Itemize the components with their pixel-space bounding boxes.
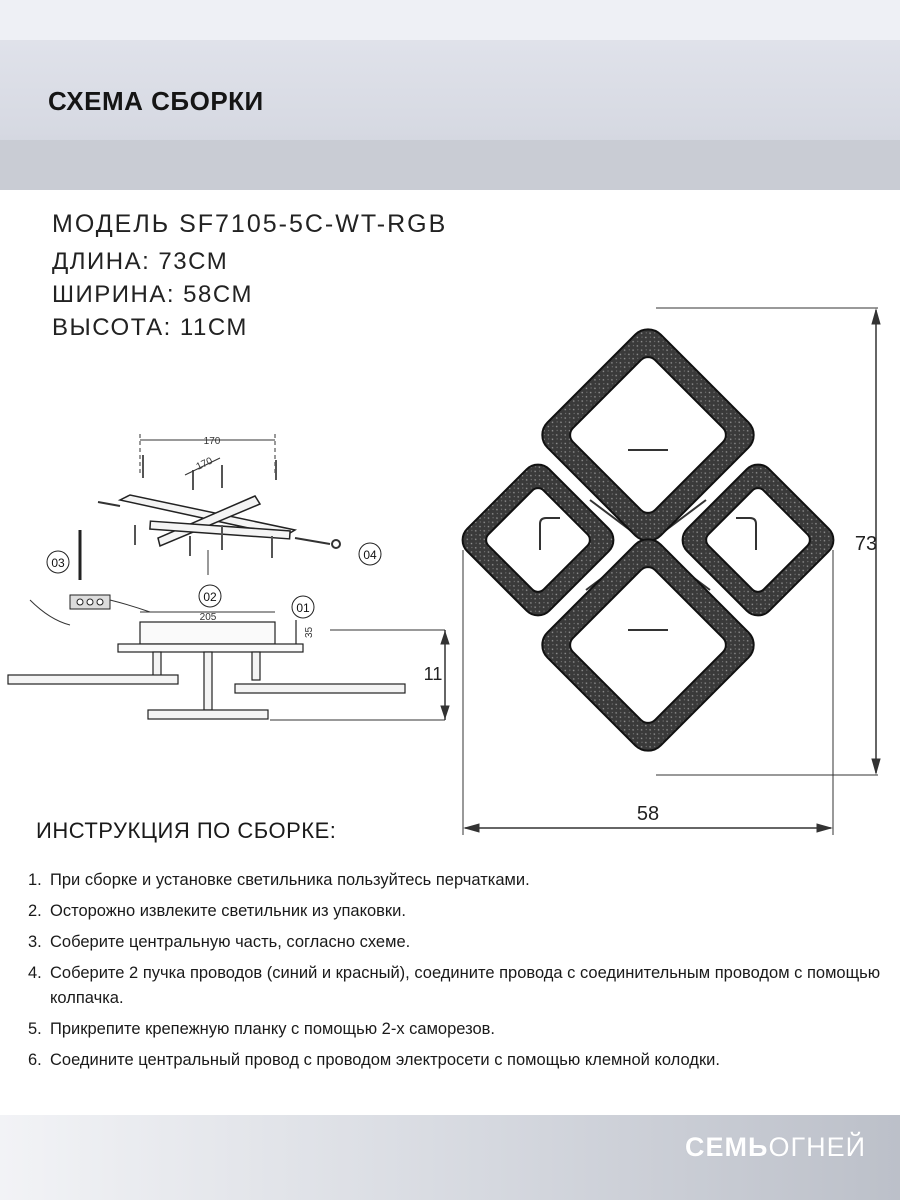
step-text: Соедините центральный провод с проводом электросети с помощью клемной колодки. xyxy=(50,1051,720,1069)
instructions-list xyxy=(28,868,888,1079)
step-number: 5. xyxy=(28,1020,42,1038)
dim-11-label: 11 xyxy=(423,664,443,684)
list-item xyxy=(28,899,888,924)
dim-170-top-label: 170 xyxy=(203,436,221,447)
step-text: Соберите центральную часть, согласно схеме. xyxy=(50,933,411,951)
callout-03 xyxy=(47,551,69,573)
mounting-exploded-view xyxy=(8,434,449,720)
list-item xyxy=(28,961,888,1011)
dim-73-label: 73 xyxy=(854,533,878,555)
brand-logo xyxy=(685,1132,866,1163)
step-number: 1. xyxy=(28,871,42,889)
step-text: Соберите 2 пучка проводов (синий и красный), соедините провода с соединительным проводом с помощью колпачка. xyxy=(50,964,881,1007)
step-number: 3. xyxy=(28,933,42,951)
assembly-drawing xyxy=(0,300,900,840)
brand-light-part: ОГНЕЙ xyxy=(768,1132,866,1162)
mains-wire xyxy=(30,600,70,625)
step-number: 4. xyxy=(28,964,42,982)
step-text: Прикрепите крепежную планку с помощью 2-х саморезов. xyxy=(50,1020,496,1038)
callout-01-label: 01 xyxy=(296,601,310,615)
spec-height: ВЫСОТА: 11СМ xyxy=(52,314,248,341)
callout-04-label: 04 xyxy=(363,548,377,562)
dim-58-label: 58 xyxy=(636,803,660,825)
list-item xyxy=(28,1017,888,1042)
cross-mounting-plate xyxy=(120,495,295,546)
spec-model: МОДЕЛЬ SF7105-5C-WT-RGB xyxy=(52,210,448,238)
step-number: 6. xyxy=(28,1051,42,1069)
step-number: 2. xyxy=(28,902,42,920)
callout-03-label: 03 xyxy=(51,556,65,570)
brand-bold-part: СЕМЬ xyxy=(685,1132,769,1162)
instructions-title: ИНСТРУКЦИЯ ПО СБОРКЕ: xyxy=(36,818,337,843)
step-text: При сборке и установке светильника пользуйтесь перчатками. xyxy=(50,871,530,889)
lamp-wire xyxy=(110,600,150,612)
page-title: СХЕМА СБОРКИ xyxy=(48,86,264,116)
lamp-arms xyxy=(8,652,405,719)
callout-04 xyxy=(359,543,381,565)
callout-01 xyxy=(292,596,314,618)
dim-205-label: 205 xyxy=(199,612,217,623)
step-text: Осторожно извлеките светильник из упаковки. xyxy=(50,902,406,920)
dim-35-label: 35 xyxy=(304,626,315,638)
lamp-top-view xyxy=(456,322,840,758)
list-item xyxy=(28,1048,888,1073)
spec-length: ДЛИНА: 73СМ xyxy=(52,248,229,275)
callout-02 xyxy=(199,585,221,607)
spec-width: ШИРИНА: 58СМ xyxy=(52,281,253,308)
callout-02-label: 02 xyxy=(203,590,217,604)
dim-170-diag-label: 170 xyxy=(194,455,215,473)
list-item xyxy=(28,930,888,955)
header-strip-bottom xyxy=(0,140,900,190)
header-strip-top xyxy=(0,0,900,40)
list-item xyxy=(28,868,888,893)
lamp-base xyxy=(118,620,303,652)
terminal-block xyxy=(70,530,110,609)
